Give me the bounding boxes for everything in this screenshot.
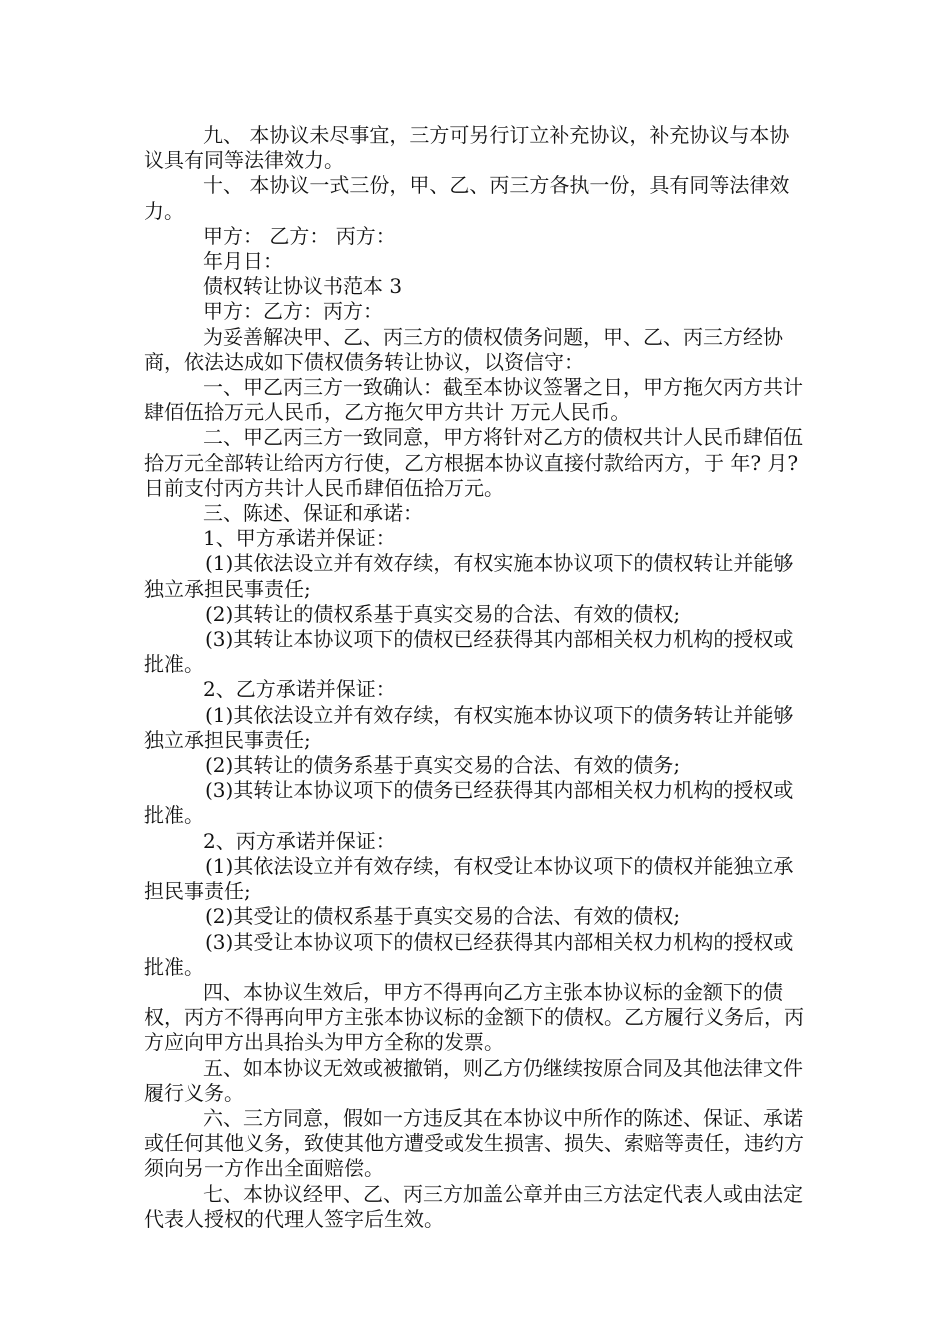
- party-a-item-3: (3)其转让本协议项下的债权已经获得其内部相关权力机构的授权或批准。: [144, 627, 794, 677]
- clause-3-heading: 三、陈述、保证和承诺：: [203, 501, 423, 526]
- section-title: 债权转让协议书范本 3: [203, 274, 403, 299]
- clause-1: 一、甲乙丙三方一致确认：截至本协议签署之日，甲方拖欠丙方共计肆佰伍拾万元人民币，乙方拖欠甲方共计 万元人民币。: [144, 375, 803, 425]
- party-b-item-1: (1)其依法设立并有效存续，有权实施本协议项下的债务转让并能够独立承担民事责任;: [144, 702, 794, 752]
- clause-2: 二、甲乙丙三方一致同意，甲方将针对乙方的债权共计人民币肆佰伍拾万元全部转让给丙方行使，乙方根据本协议直接付款给丙方，于 年? 月?日前支付丙方共计人民币肆佰伍拾万元。: [144, 425, 803, 500]
- party-b-heading: 2、乙方承诺并保证：: [203, 677, 396, 702]
- clause-4: 四、本协议生效后，甲方不得再向乙方主张本协议标的金额下的债权，丙方不得再向甲方主张本协议标的金额下的债权。乙方履行义务后，丙方应向甲方出具抬头为甲方全称的发票。: [144, 979, 804, 1055]
- party-c-item-2: (2)其受让的债权系基于真实交易的合法、有效的债权;: [205, 904, 681, 929]
- signature-date-line: 年月日：: [203, 249, 283, 274]
- party-c-item-3: (3)其受让本协议项下的债权已经获得其内部相关权力机构的授权或批准。: [144, 929, 794, 979]
- party-b-item-3: (3)其转让本协议项下的债务已经获得其内部相关权力机构的授权或批准。: [144, 778, 794, 828]
- document-body: [144, 123, 808, 1232]
- party-a-item-2: (2)其转让的债权系基于真实交易的合法、有效的债权;: [205, 601, 681, 626]
- party-a-heading: 1、甲方承诺并保证：: [203, 526, 396, 551]
- preamble: 为妥善解决甲、乙、丙三方的债权债务问题，甲、乙、丙三方经协商，依法达成如下债权债务转让协议，以资信守：: [144, 324, 783, 374]
- clause-6: 六、三方同意，假如一方违反其在本协议中所作的陈述、保证、承诺或任何其他义务，致使其他方遭受或发生损害、损失、索赔等责任，违约方须向另一方作出全面赔偿。: [144, 1105, 804, 1181]
- signature-parties-line: 甲方： 乙方： 丙方：: [203, 223, 396, 248]
- clause-9: 九、 本协议未尽事宜，三方可另行订立补充协议，补充协议与本协议具有同等法律效力。: [144, 123, 790, 173]
- clause-5: 五、如本协议无效或被撤销，则乙方仍继续按原合同及其他法律文件履行义务。: [144, 1055, 803, 1105]
- clause-10: 十、 本协议一式三份，甲、乙、丙三方各执一份，具有同等法律效力。: [144, 173, 790, 223]
- party-c-heading: 2、丙方承诺并保证：: [203, 828, 396, 853]
- party-c-item-1: (1)其依法设立并有效存续，有权受让本协议项下的债权并能独立承担民事责任;: [144, 853, 794, 904]
- party-a-item-1: (1)其依法设立并有效存续，有权实施本协议项下的债权转让并能够独立承担民事责任;: [144, 551, 794, 601]
- clause-7: 七、本协议经甲、乙、丙三方加盖公章并由三方法定代表人或由法定代表人授权的代理人签字后生效。: [144, 1181, 803, 1231]
- parties-line: 甲方：乙方：丙方：: [203, 299, 383, 324]
- party-b-item-2: (2)其转让的债务系基于真实交易的合法、有效的债务;: [205, 753, 681, 778]
